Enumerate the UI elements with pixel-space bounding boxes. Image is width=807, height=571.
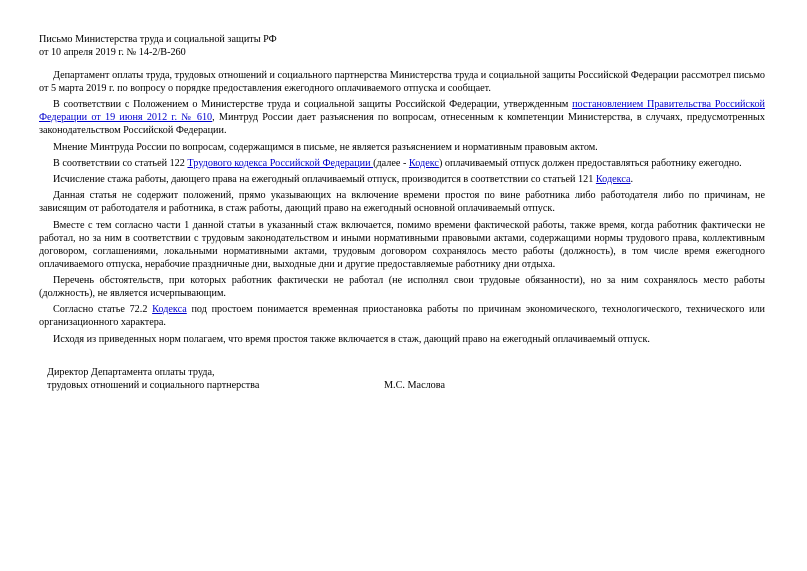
signatory-title-line-2: трудовых отношений и социального партнерства (47, 379, 260, 391)
code-link-2[interactable]: Кодекса (595, 174, 631, 186)
paragraph-9-text-a: Согласно статье 72.2 (53, 304, 153, 316)
document-header (39, 33, 765, 59)
paragraph-9 (39, 303, 765, 329)
paragraph-5 (39, 173, 765, 186)
paragraph-1: Департамент оплаты труда, трудовых отношений и социального партнерства Министерства труда и социальной защиты Российской Федерации рассмотрел письмо от 5 марта 2019 г. по вопросу о порядке предоставления ежегодного оплачиваемого отпуска и сообщает. (39, 70, 765, 94)
paragraph-4 (39, 157, 765, 170)
code-link-3[interactable]: Кодекса (152, 304, 187, 316)
code-link-1[interactable]: Кодекс (408, 157, 439, 169)
paragraph-4-text-b: (далее - (373, 157, 409, 169)
paragraph-2 (39, 98, 765, 137)
paragraph-3: Мнение Минтруда России по вопросам, содержащимся в письме, не является разъяснением и нормативным правовым актом. (53, 141, 598, 153)
signatory-name: М.С. Маслова (384, 379, 445, 391)
signature-block (39, 366, 765, 392)
paragraph-8: Перечень обстоятельств, при которых работник фактически не работал (не исполнял свои трудовые обязанности), но за ним сохранялось место работы (должность), не является исчерпывающим. (39, 275, 765, 300)
paragraph-6: Данная статья не содержит положений, прямо указывающих на включение времени простоя по вине работника либо работодателя либо по причинам, не зависящим от работодателя и работника, в стаж работы, дающий право на ежегодный основной оплачиваемый отпуск. (39, 190, 765, 215)
paragraph-7: Вместе с тем согласно части 1 данной статьи в указанный стаж включается, помимо времени фактической работы, также время, когда работник фактически не работал, но за ним в соответствии с трудовым законодательством и иными нормативными правовыми актами, содержащими нормы трудового права, коллективным договором, соглашениями, локальными нормативными актами, трудовым договором сохранялось место работы (должность), в том числе время ежегодного оплачиваемого отпуска, нерабочие праздничные дни, выходные дни и другие предоставляемые работнику дни отдыха. (39, 219, 765, 270)
document-date-number: от 10 апреля 2019 г. № 14-2/В-260 (39, 47, 186, 58)
paragraph-2-text-a: В соответствии с Положением о Министерстве труда и социальной защиты Российской Федерации, утвержденным (53, 99, 573, 111)
government-decree-link[interactable]: постановлением Правительства Российской Федерации от 19 июня 2012 г. № 610 (39, 99, 766, 124)
paragraph-10: Исходя из приведенных норм полагаем, что время простоя также включается в стаж, дающий право на ежегодный оплачиваемый отпуск. (53, 333, 650, 345)
document-page (39, 33, 765, 392)
paragraph-5-text-a: Исчисление стажа работы, дающего права на ежегодный оплачиваемый отпуск, производится в соответствии со статьей 121 (53, 174, 596, 186)
paragraph-5-text-b: . (630, 174, 634, 186)
paragraph-9-text-b: под простоем понимается временная приостановка работы по причинам экономического, технологического, технического или организационного характера. (39, 304, 766, 329)
labor-code-link[interactable]: Трудового кодекса Российской Федерации (187, 157, 374, 169)
document-title: Письмо Министерства труда и социальной защиты РФ (39, 34, 277, 45)
signatory-title-line-1: Директор Департамента оплаты труда, (47, 366, 215, 378)
paragraph-2-text-b: , Минтруд России дает разъяснения по вопросам, отнесенным к компетенции Министерства, в случаях, предусмотренных законодательством Российской Федерации. (39, 112, 765, 137)
paragraph-4-text-c: ) оплачиваемый отпуск должен предоставляться работнику ежегодно. (438, 157, 742, 169)
paragraph-4-text-a: В соответствии со статьей 122 (53, 157, 188, 169)
signature-row (47, 379, 765, 392)
